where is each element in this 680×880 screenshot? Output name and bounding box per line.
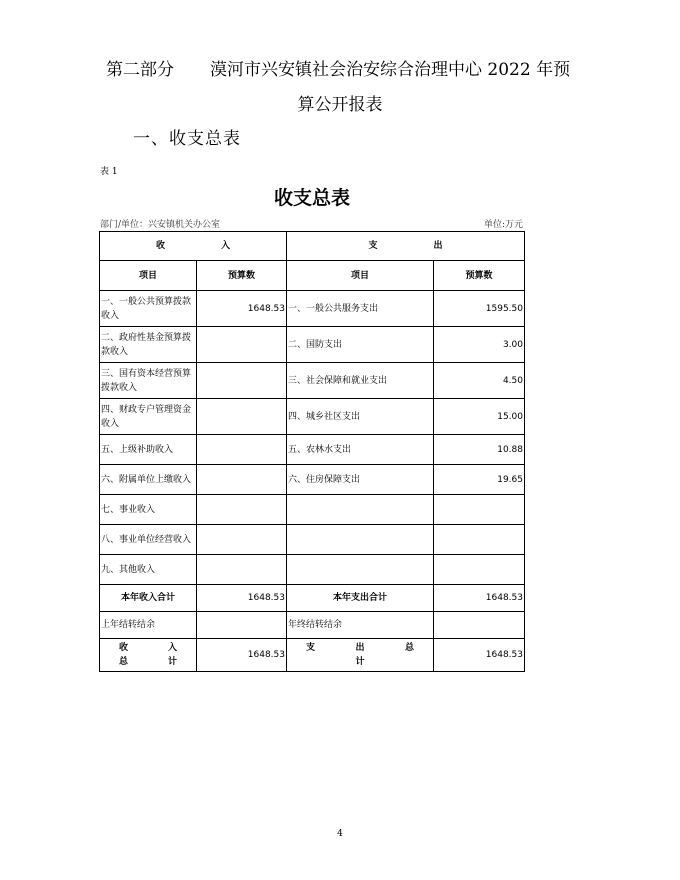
expense-item: 五、农林水支出 bbox=[287, 435, 434, 465]
expense-value: 10.88 bbox=[434, 435, 525, 465]
table-row bbox=[100, 525, 525, 555]
income-value bbox=[197, 465, 287, 495]
year-end-balance-value bbox=[434, 612, 525, 639]
table-row bbox=[100, 435, 525, 465]
expense-grand-total-label: 支 出 总 计 bbox=[287, 639, 434, 672]
table-row bbox=[100, 327, 525, 363]
currency-unit-label: 单位:万元 bbox=[483, 220, 523, 230]
budget-summary-table bbox=[99, 231, 525, 672]
table-row bbox=[100, 465, 525, 495]
expense-item: 二、国防支出 bbox=[287, 327, 434, 363]
income-value bbox=[197, 495, 287, 525]
section-title: 一、收支总表 bbox=[133, 129, 241, 149]
income-item: 九、其他收入 bbox=[100, 555, 197, 585]
table-group-header-row bbox=[100, 232, 525, 261]
expense-value: 3.00 bbox=[434, 327, 525, 363]
expense-grand-total-value: 1648.53 bbox=[434, 639, 525, 672]
income-group-header: 收 入 bbox=[100, 232, 287, 261]
income-item: 六、附属单位上缴收入 bbox=[100, 465, 197, 495]
expense-item bbox=[287, 525, 434, 555]
column-header-income-budget: 预算数 bbox=[197, 261, 287, 291]
column-header-income-item: 项目 bbox=[100, 261, 197, 291]
income-value bbox=[197, 363, 287, 399]
year-end-balance-label: 年终结转结余 bbox=[287, 612, 434, 639]
expense-value bbox=[434, 495, 525, 525]
total-expense-label: 本年支出合计 bbox=[287, 585, 434, 612]
expense-group-header: 支 出 bbox=[287, 232, 525, 261]
table-row bbox=[100, 399, 525, 435]
income-value bbox=[197, 555, 287, 585]
expense-item: 三、社会保障和就业支出 bbox=[287, 363, 434, 399]
expense-value bbox=[434, 555, 525, 585]
income-item: 二、政府性基金预算拨款收入 bbox=[100, 327, 197, 363]
table-row bbox=[100, 555, 525, 585]
prev-balance-value bbox=[197, 612, 287, 639]
income-value bbox=[197, 525, 287, 555]
expense-value: 4.50 bbox=[434, 363, 525, 399]
column-header-expense-budget: 预算数 bbox=[434, 261, 525, 291]
income-value bbox=[197, 399, 287, 435]
income-grand-total-value: 1648.53 bbox=[197, 639, 287, 672]
document-title-line2: 算公开报表 bbox=[297, 95, 383, 115]
expense-value: 15.00 bbox=[434, 399, 525, 435]
income-item: 八、事业单位经营收入 bbox=[100, 525, 197, 555]
table-row bbox=[100, 363, 525, 399]
table-row bbox=[100, 495, 525, 525]
annual-total-row bbox=[100, 585, 525, 612]
page-number: 4 bbox=[337, 829, 343, 839]
income-item: 一、一般公共预算拨款收入 bbox=[100, 291, 197, 327]
income-item: 七、事业收入 bbox=[100, 495, 197, 525]
prev-balance-label: 上年结转结余 bbox=[100, 612, 197, 639]
expense-value: 1595.50 bbox=[434, 291, 525, 327]
expense-item: 六、住房保障支出 bbox=[287, 465, 434, 495]
expense-item bbox=[287, 495, 434, 525]
department-unit-label: 部门/单位：兴安镇机关办公室 bbox=[100, 220, 221, 230]
expense-value bbox=[434, 525, 525, 555]
total-income-label: 本年收入合计 bbox=[100, 585, 197, 612]
total-expense-value: 1648.53 bbox=[434, 585, 525, 612]
table-row bbox=[100, 291, 525, 327]
income-value: 1648.53 bbox=[197, 291, 287, 327]
grand-total-row bbox=[100, 639, 525, 672]
expense-item: 四、城乡社区支出 bbox=[287, 399, 434, 435]
table-title: 收支总表 bbox=[273, 187, 350, 209]
document-title-line1: 漠河市兴安镇社会治安综合治理中心 2022 年预 bbox=[210, 60, 571, 80]
income-item: 四、财政专户管理资金收入 bbox=[100, 399, 197, 435]
part-label: 第二部分 bbox=[106, 60, 174, 80]
total-income-value: 1648.53 bbox=[197, 585, 287, 612]
column-header-expense-item: 项目 bbox=[287, 261, 434, 291]
expense-item bbox=[287, 555, 434, 585]
income-grand-total-label: 收 入 总 计 bbox=[100, 639, 197, 672]
expense-value: 19.65 bbox=[434, 465, 525, 495]
expense-item: 一、一般公共服务支出 bbox=[287, 291, 434, 327]
income-item: 三、国有资本经营预算拨款收入 bbox=[100, 363, 197, 399]
balance-row bbox=[100, 612, 525, 639]
income-value bbox=[197, 435, 287, 465]
income-value bbox=[197, 327, 287, 363]
table-column-header-row bbox=[100, 261, 525, 291]
income-item: 五、上级补助收入 bbox=[100, 435, 197, 465]
table-number: 表 1 bbox=[100, 167, 118, 177]
